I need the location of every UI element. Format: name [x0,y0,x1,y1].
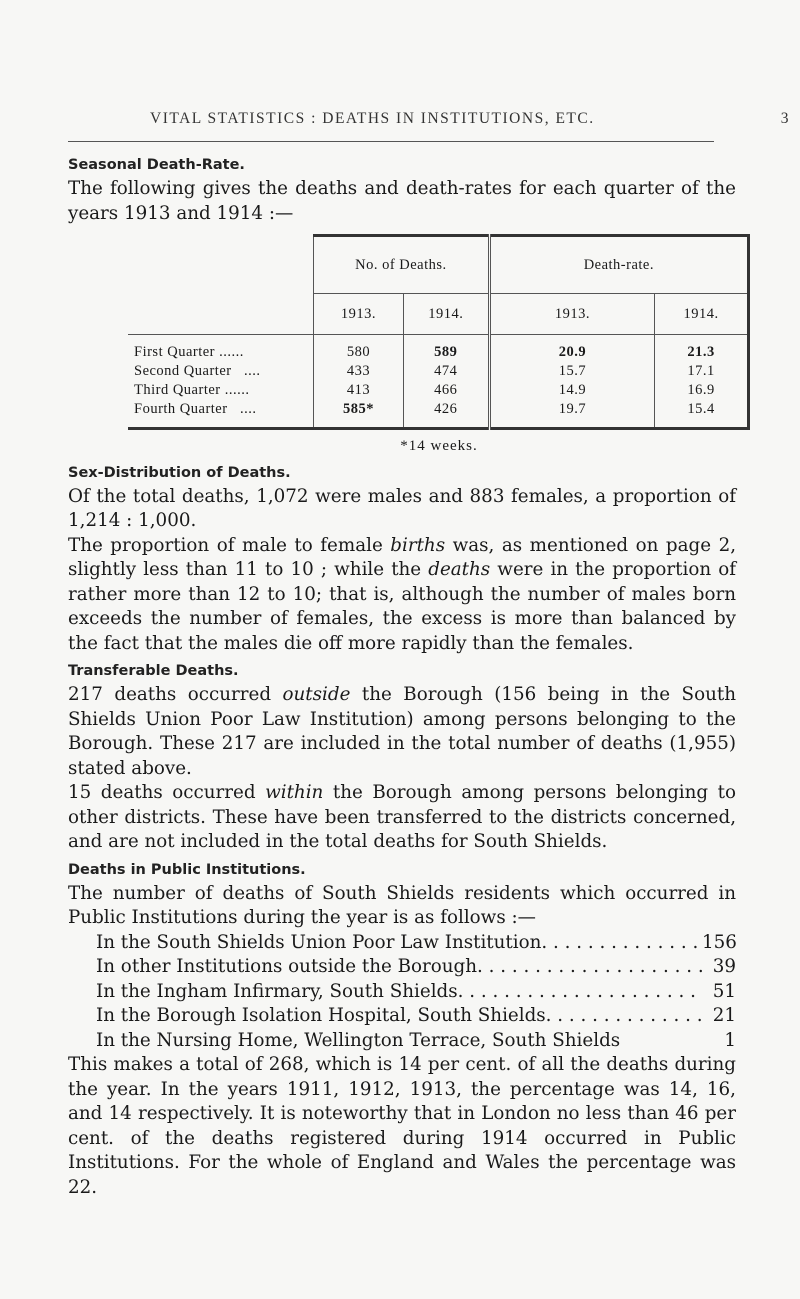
year-header: 1913. [489,294,655,335]
deaths-emphasis: deaths [428,559,491,580]
text-run: the Borough (156 being in the South Shields Union Poor Law Institution) among persons belonging to the Borough. These 217 are included in the total number of deaths (1,955) stated above. [68,684,736,779]
table-cell: 466 [403,381,489,400]
text-run: were in the proportion of rather more than 12 to 10; that is, although the number of males born exceeds the number of females, the excess is more than balanced by the fact that the males die off more rapidly than the females. [68,559,736,654]
row-label: Fourth Quarter [134,401,228,417]
item-label: In the Nursing Home, Wellington Terrace, South Shields [96,1029,621,1051]
institutions-heading: Deaths in Public Institutions. [68,861,306,878]
table-cell: 585* [314,400,404,429]
leader-dots [546,1004,702,1029]
table-cell: 15.7 [489,362,655,381]
table-row [128,381,749,400]
row-label: Third Quarter [134,382,221,398]
death-rate-table-wrap [128,234,750,430]
births-emphasis: births [390,534,446,556]
running-head-title: VITAL STATISTICS : DEATHS IN INSTITUTIONS, ETC. [150,110,595,127]
item-label: In the Borough Isolation Hospital, South Shields [96,1005,546,1026]
page-number: 3 [780,110,790,127]
leader-dots [541,931,702,956]
row-dots: ...... [219,344,244,360]
leader-dots [458,980,702,1005]
table-cell: 14.9 [489,381,655,400]
row-dots: .... [243,363,261,379]
table-cell: 20.9 [489,335,655,363]
page-body [68,153,736,1200]
running-head [150,110,790,128]
outside-emphasis: outside [282,684,351,705]
text-run: The proportion of male to female [68,534,391,556]
transfer-paragraph-1 [68,683,736,781]
table-cell: 17.1 [655,362,749,381]
death-rate-group-header: Death-rate. [489,236,748,294]
death-rate-table [128,234,750,430]
item-value: 51 [712,980,736,1002]
table-cell: 433 [314,362,404,381]
item-value: 21 [712,1005,736,1026]
table-cell: 21.3 [655,335,749,363]
table-group-header-row [128,236,749,294]
table-footnote: *14 weeks. [400,438,478,454]
sex-paragraph-1: Of the total deaths, 1,072 were males and 883 females, a proportion of 1,214 : 1,000. [68,485,736,531]
header-rule [68,141,714,142]
table-row [128,362,749,381]
table-cell: 474 [403,362,489,381]
row-dots: ...... [224,382,250,398]
list-item [68,1029,736,1054]
sex-paragraph-2 [68,534,736,657]
item-value: 156 [702,931,737,953]
table-cell: 589 [403,335,489,363]
leader-dots [477,955,702,980]
table-cell: 19.7 [489,400,655,429]
item-label: In other Institutions outside the Borough [96,956,478,977]
table-cell: 16.9 [655,381,749,400]
text-run: was, as mentioned on page 2, slightly less than 11 to 10 ; while the [68,534,737,580]
year-header: 1914. [655,294,749,335]
row-dots: .... [239,401,257,417]
transfer-paragraph-2 [68,781,736,855]
text-run: 217 deaths occurred [68,684,283,705]
table-cell: 426 [403,400,489,429]
list-item [68,980,736,1005]
institutions-list [68,931,736,1054]
table-year-header-row [128,294,749,335]
year-header: 1913. [314,294,404,335]
row-label: Second Quarter [134,363,232,379]
table-cell: 15.4 [655,400,749,429]
deaths-group-header: No. of Deaths. [314,236,490,294]
item-value: 39 [712,956,736,977]
row-label: First Quarter [134,344,215,360]
table-row [128,400,749,429]
institutions-intro: The number of deaths of South Shields residents which occurred in Public Institutions during the year is as follows :— [68,882,736,928]
seasonal-heading: Seasonal Death-Rate. [68,157,245,173]
item-label: In the South Shields Union Poor Law Institution [96,931,542,953]
table-row [128,335,749,363]
within-emphasis: within [265,782,324,803]
list-item [68,955,736,980]
text-run: the Borough among persons belonging to other districts. These have been transferred to the districts concerned, and are not included in the total deaths for South Shields. [68,782,737,852]
transfer-heading: Transferable Deaths. [68,663,239,679]
institutions-closing: This makes a total of 268, which is 14 per cent. of all the deaths during the year. In the years 1911, 1912, 1913, the percentage was 14, 16, and 14 respectively. It is noteworthy that in London no less than 46 per cent. of the deaths registered during 1914 occurred in Public Institutions. For the whole of England and Wales the percentage was 22. [68,1054,736,1198]
table-cell: 413 [314,381,404,400]
list-item [68,931,736,956]
seasonal-intro: The following gives the deaths and death-rates for each quarter of the years 1913 and 1914 :— [68,178,736,224]
sex-heading: Sex-Distribution of Deaths. [68,464,291,481]
item-label: In the Ingham Infirmary, South Shields [96,980,458,1002]
table-cell: 580 [314,335,404,363]
item-value: 1 [724,1029,736,1051]
year-header: 1914. [403,294,489,335]
text-run: 15 deaths occurred [68,782,266,803]
list-item [68,1004,736,1029]
